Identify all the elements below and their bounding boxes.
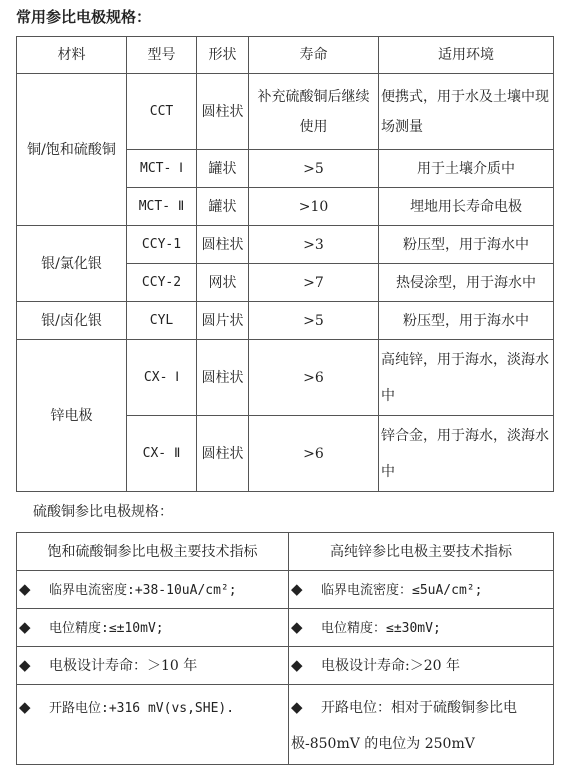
header-cell: 材料 bbox=[17, 37, 127, 74]
life-cell: >7 bbox=[249, 264, 379, 302]
life-cell: >3 bbox=[249, 226, 379, 264]
tech-spec-table bbox=[16, 532, 554, 765]
life-cell: >6 bbox=[249, 340, 379, 416]
spec-cell bbox=[289, 685, 554, 765]
model-cell: CYL bbox=[127, 302, 197, 340]
env-cell: 粉压型，用于海水中 bbox=[379, 226, 554, 264]
env-cell: 锌合金，用于海水，淡海水中 bbox=[379, 416, 554, 492]
spec-cell bbox=[17, 571, 289, 609]
bullet-diamond-icon: ◆ bbox=[291, 579, 303, 598]
life-cell: >5 bbox=[249, 150, 379, 188]
spec-text: 临界电流密度:+38-10uA/cm²; bbox=[49, 582, 237, 598]
bullet-diamond-icon: ◆ bbox=[19, 698, 31, 716]
header-cell: 饱和硫酸铜参比电极主要技术指标 bbox=[17, 533, 289, 571]
material-cell: 锌电极 bbox=[17, 340, 127, 492]
header-cell: 寿命 bbox=[249, 37, 379, 74]
shape-cell: 圆柱状 bbox=[197, 340, 249, 416]
spec-text: 电位精度:≤±10mV; bbox=[49, 620, 164, 636]
bullet-diamond-icon: ◆ bbox=[291, 617, 303, 636]
header-cell: 高纯锌参比电极主要技术指标 bbox=[289, 533, 554, 571]
shape-cell: 圆柱状 bbox=[197, 74, 249, 150]
spec-cell bbox=[289, 647, 554, 685]
section-title-copper-sulfate-electrode: 硫酸铜参比电极规格： bbox=[33, 504, 173, 520]
env-cell: 粉压型，用于海水中 bbox=[379, 302, 554, 340]
model-cell: CCY-1 bbox=[127, 226, 197, 264]
spec-text: 电极设计寿命：＞10 年 bbox=[49, 658, 198, 674]
shape-cell: 圆柱状 bbox=[197, 226, 249, 264]
spec-cell bbox=[289, 571, 554, 609]
table-row bbox=[17, 571, 554, 609]
shape-cell: 罐状 bbox=[197, 188, 249, 226]
table-row bbox=[17, 226, 554, 264]
spec-text: 开路电位：相对于硫酸铜参比电极-850mV 的电位为 250mV bbox=[291, 700, 517, 752]
table-row bbox=[17, 302, 554, 340]
table-header-row bbox=[17, 533, 554, 571]
shape-cell: 圆片状 bbox=[197, 302, 249, 340]
life-cell: >5 bbox=[249, 302, 379, 340]
table-header-row bbox=[17, 37, 554, 74]
spec-text: 电极设计寿命:＞20 年 bbox=[321, 658, 460, 674]
spec-text: 电位精度：≤±30mV; bbox=[321, 620, 441, 636]
table-row bbox=[17, 609, 554, 647]
header-cell: 型号 bbox=[127, 37, 197, 74]
header-cell: 形状 bbox=[197, 37, 249, 74]
env-cell: 便携式，用于水及土壤中现场测量 bbox=[379, 74, 554, 150]
spec-cell bbox=[17, 609, 289, 647]
model-cell: CCY-2 bbox=[127, 264, 197, 302]
spec-cell bbox=[289, 609, 554, 647]
header-cell: 适用环境 bbox=[379, 37, 554, 74]
electrode-spec-table bbox=[16, 36, 554, 492]
section-title-common-electrodes: 常用参比电极规格： bbox=[16, 8, 152, 26]
spec-text: 开路电位:+316 mV(vs,SHE). bbox=[49, 701, 235, 716]
material-cell: 银/氯化银 bbox=[17, 226, 127, 302]
table-row bbox=[17, 74, 554, 150]
env-cell: 埋地用长寿命电极 bbox=[379, 188, 554, 226]
bullet-diamond-icon: ◆ bbox=[19, 617, 31, 636]
life-cell: >6 bbox=[249, 416, 379, 492]
shape-cell: 网状 bbox=[197, 264, 249, 302]
spec-cell bbox=[17, 685, 289, 765]
table-row bbox=[17, 647, 554, 685]
model-cell: CX- Ⅰ bbox=[127, 340, 197, 416]
bullet-diamond-icon: ◆ bbox=[19, 656, 31, 674]
life-cell: 补充硫酸铜后继续使用 bbox=[249, 74, 379, 150]
model-cell: MCT- Ⅰ bbox=[127, 150, 197, 188]
table-row bbox=[17, 340, 554, 416]
model-cell: MCT- Ⅱ bbox=[127, 188, 197, 226]
env-cell: 热侵涂型，用于海水中 bbox=[379, 264, 554, 302]
shape-cell: 圆柱状 bbox=[197, 416, 249, 492]
spec-text: 临界电流密度：≤5uA/cm²; bbox=[321, 582, 483, 598]
model-cell: CCT bbox=[127, 74, 197, 150]
spec-cell bbox=[17, 647, 289, 685]
bullet-diamond-icon: ◆ bbox=[291, 656, 303, 674]
env-cell: 高纯锌，用于海水，淡海水中 bbox=[379, 340, 554, 416]
table-row bbox=[17, 685, 554, 765]
model-cell: CX- Ⅱ bbox=[127, 416, 197, 492]
env-cell: 用于土壤介质中 bbox=[379, 150, 554, 188]
life-cell: >10 bbox=[249, 188, 379, 226]
shape-cell: 罐状 bbox=[197, 150, 249, 188]
bullet-diamond-icon: ◆ bbox=[291, 698, 303, 716]
material-cell: 银/卤化银 bbox=[17, 302, 127, 340]
bullet-diamond-icon: ◆ bbox=[19, 579, 31, 598]
material-cell: 铜/饱和硫酸铜 bbox=[17, 74, 127, 226]
